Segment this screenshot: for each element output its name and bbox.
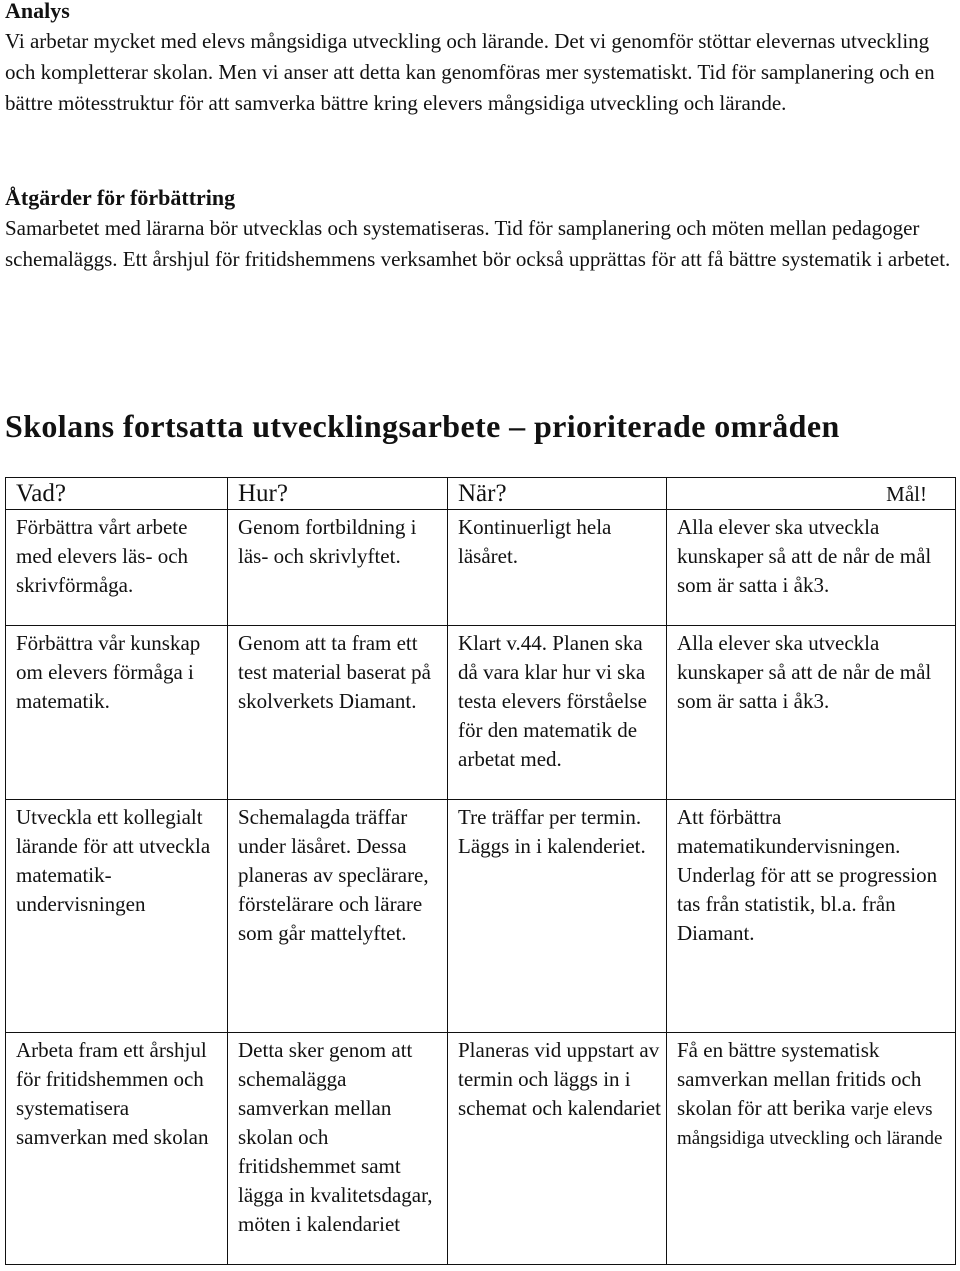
cell-nar: Tre träffar per termin. Läggs in i kalenderiet. [448,800,667,1033]
table-row [6,510,956,626]
table-row [6,626,956,800]
cell-mal: Alla elever ska utveckla kunskaper så att de når de mål som är satta i åk3. [667,626,956,800]
priority-table [5,477,956,1265]
cell-hur: Genom fortbildning i läs- och skrivlyftet. [228,510,448,626]
cell-nar: Kontinuerligt hela läsåret. [448,510,667,626]
analys-body: Vi arbetar mycket med elevs mångsidiga utveckling och lärande. Det vi genomför stöttar elevernas utveckling och kompletterar skolan. Men vi anser att detta kan genomföras mer systematiskt. Tid för samplanering och en bättre mötesstruktur för att samverka bättre kring elevers mångsidiga utveckling och lärande. [5,29,935,115]
atgarder-section [5,183,955,275]
analys-heading: Analys [5,0,70,23]
cell-vad: Arbeta fram ett årshjul för fritidshemmen och systematisera samverkan med skolan [6,1033,228,1265]
cell-vad: Förbättra vår kunskap om elevers förmåga i matematik. [6,626,228,800]
analys-section [5,0,955,119]
header-hur: Hur? [228,478,448,510]
cell-hur: Genom att ta fram ett test material baserat på skolverkets Diamant. [228,626,448,800]
cell-mal [667,1033,956,1265]
header-mal: Mål! [667,478,956,510]
atgarder-heading: Åtgärder för förbättring [5,185,236,210]
table-row [6,1033,956,1265]
cell-nar: Klart v.44. Planen ska då vara klar hur vi ska testa elevers förståelse för den matematik de arbetat med. [448,626,667,800]
header-nar: När? [448,478,667,510]
header-vad: Vad? [6,478,228,510]
cell-hur: Schemalagda träffar under läsåret. Dessa planeras av speclärare, förstelärare och lärare som går mattelyftet. [228,800,448,1033]
cell-vad: Förbättra vårt arbete med elevers läs- och skrivförmåga. [6,510,228,626]
cell-nar: Planeras vid uppstart av termin och läggs in i schemat och kalendariet [448,1033,667,1265]
table-row [6,800,956,1033]
cell-mal: Alla elever ska utveckla kunskaper så att de når de mål som är satta i åk3. [667,510,956,626]
cell-mal: Att förbättra matematikundervisningen. Underlag för att se progression tas från statistik, bl.a. från Diamant. [667,800,956,1033]
section-title: Skolans fortsatta utvecklingsarbete – prioriterade områden [5,408,840,444]
table-header-row [6,478,956,510]
atgarder-body: Samarbetet med lärarna bör utvecklas och systematiseras. Tid för samplanering och möten mellan pedagoger schemaläggs. Ett årshjul för fritidshemmens verksamhet bör också upprättas för att få bättre systematik i arbetet. [5,216,951,271]
cell-hur: Detta sker genom att schemalägga samverkan mellan skolan och fritidshemmet samt lägga in kvalitetsdagar, möten i kalendariet [228,1033,448,1265]
cell-vad: Utveckla ett kollegialt lärande för att utveckla matematik-undervisningen [6,800,228,1033]
cell-mal-text: Få en bättre systematisk samverkan mellan fritids och skolan för att berika [677,1038,922,1120]
cell-mal-text-small: varje elevs mångsidiga utveckling och lärande [677,1099,943,1149]
